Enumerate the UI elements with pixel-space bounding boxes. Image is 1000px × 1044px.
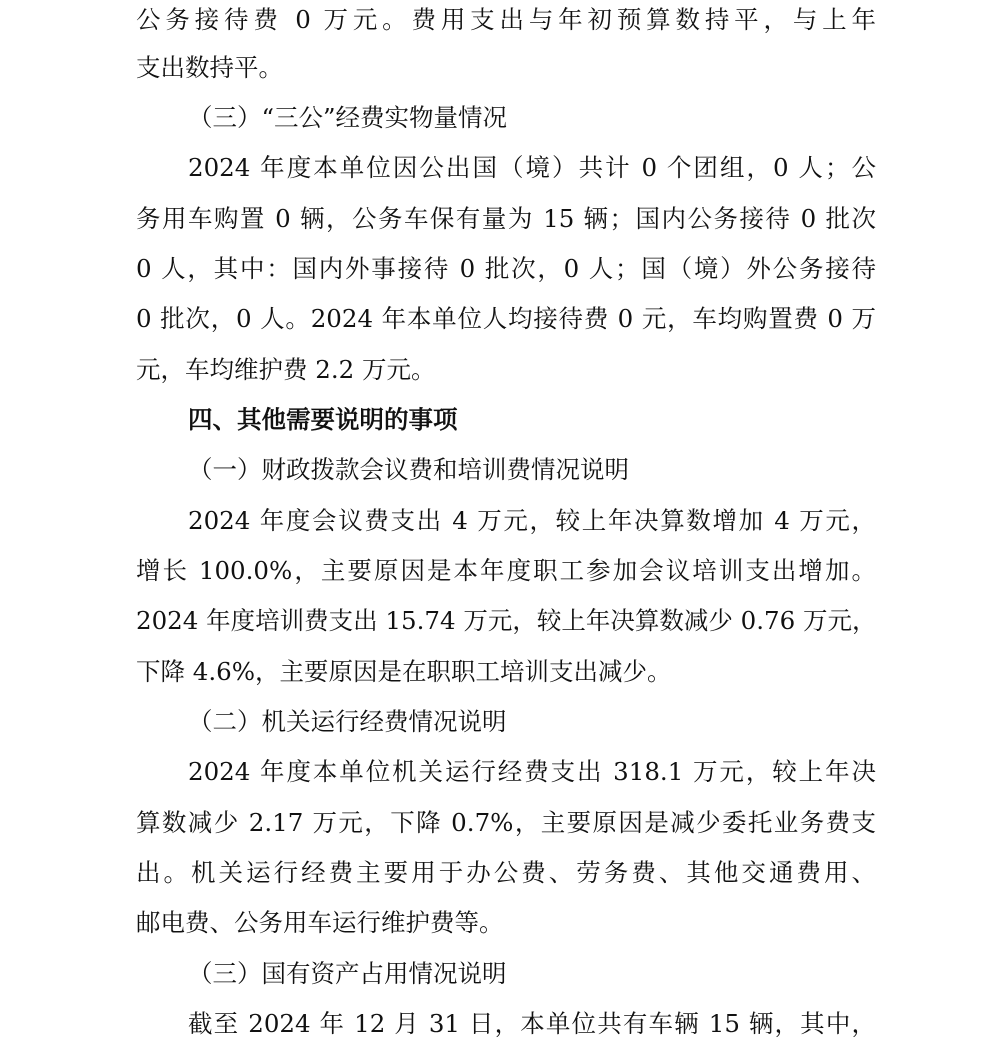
- section-heading: （三）“三公”经费实物量情况: [188, 103, 508, 132]
- paragraph-line: 2024 年度本单位因公出国（境）共计 0 个团组，0 人；公: [188, 153, 876, 182]
- paragraph-line: 2024 年度培训费支出 15.74 万元，较上年决算数减少 0.76 万元，: [136, 606, 877, 635]
- paragraph-line: 支出数持平。: [136, 53, 283, 82]
- paragraph-line: 增长 100.0%，主要原因是本年度职工参加会议培训支出增加。: [136, 556, 876, 585]
- paragraph-line: 算数减少 2.17 万元，下降 0.7%，主要原因是减少委托业务费支: [136, 808, 876, 837]
- subsection-heading: （二）机关运行经费情况说明: [188, 707, 507, 736]
- paragraph-line: 元，车均维护费 2.2 万元。: [136, 355, 436, 384]
- paragraph-line: 邮电费、公务用车运行维护费等。: [136, 908, 504, 937]
- paragraph-line: 2024 年度会议费支出 4 万元，较上年决算数增加 4 万元，: [188, 506, 876, 535]
- subsection-heading: （三）国有资产占用情况说明: [188, 959, 507, 988]
- paragraph-line: 下降 4.6%，主要原因是在职职工培训支出减少。: [136, 657, 672, 686]
- section-heading: 四、其他需要说明的事项: [188, 405, 458, 434]
- paragraph-line: 2024 年度本单位机关运行经费支出 318.1 万元，较上年决: [188, 757, 876, 786]
- paragraph-line: 0 批次，0 人。2024 年本单位人均接待费 0 元，车均购置费 0 万: [136, 304, 876, 333]
- paragraph-line: 出。机关运行经费主要用于办公费、劳务费、其他交通费用、: [136, 858, 876, 887]
- paragraph-line: 公务接待费 0 万元。费用支出与年初预算数持平，与上年: [136, 5, 876, 34]
- paragraph-line: 0 人，其中：国内外事接待 0 批次，0 人；国（境）外公务接待: [136, 254, 876, 283]
- subsection-heading: （一）财政拨款会议费和培训费情况说明: [188, 455, 629, 484]
- paragraph-line: 务用车购置 0 辆，公务车保有量为 15 辆；国内公务接待 0 批次: [136, 204, 876, 233]
- paragraph-line: 截至 2024 年 12 月 31 日，本单位共有车辆 15 辆，其中，: [188, 1009, 876, 1038]
